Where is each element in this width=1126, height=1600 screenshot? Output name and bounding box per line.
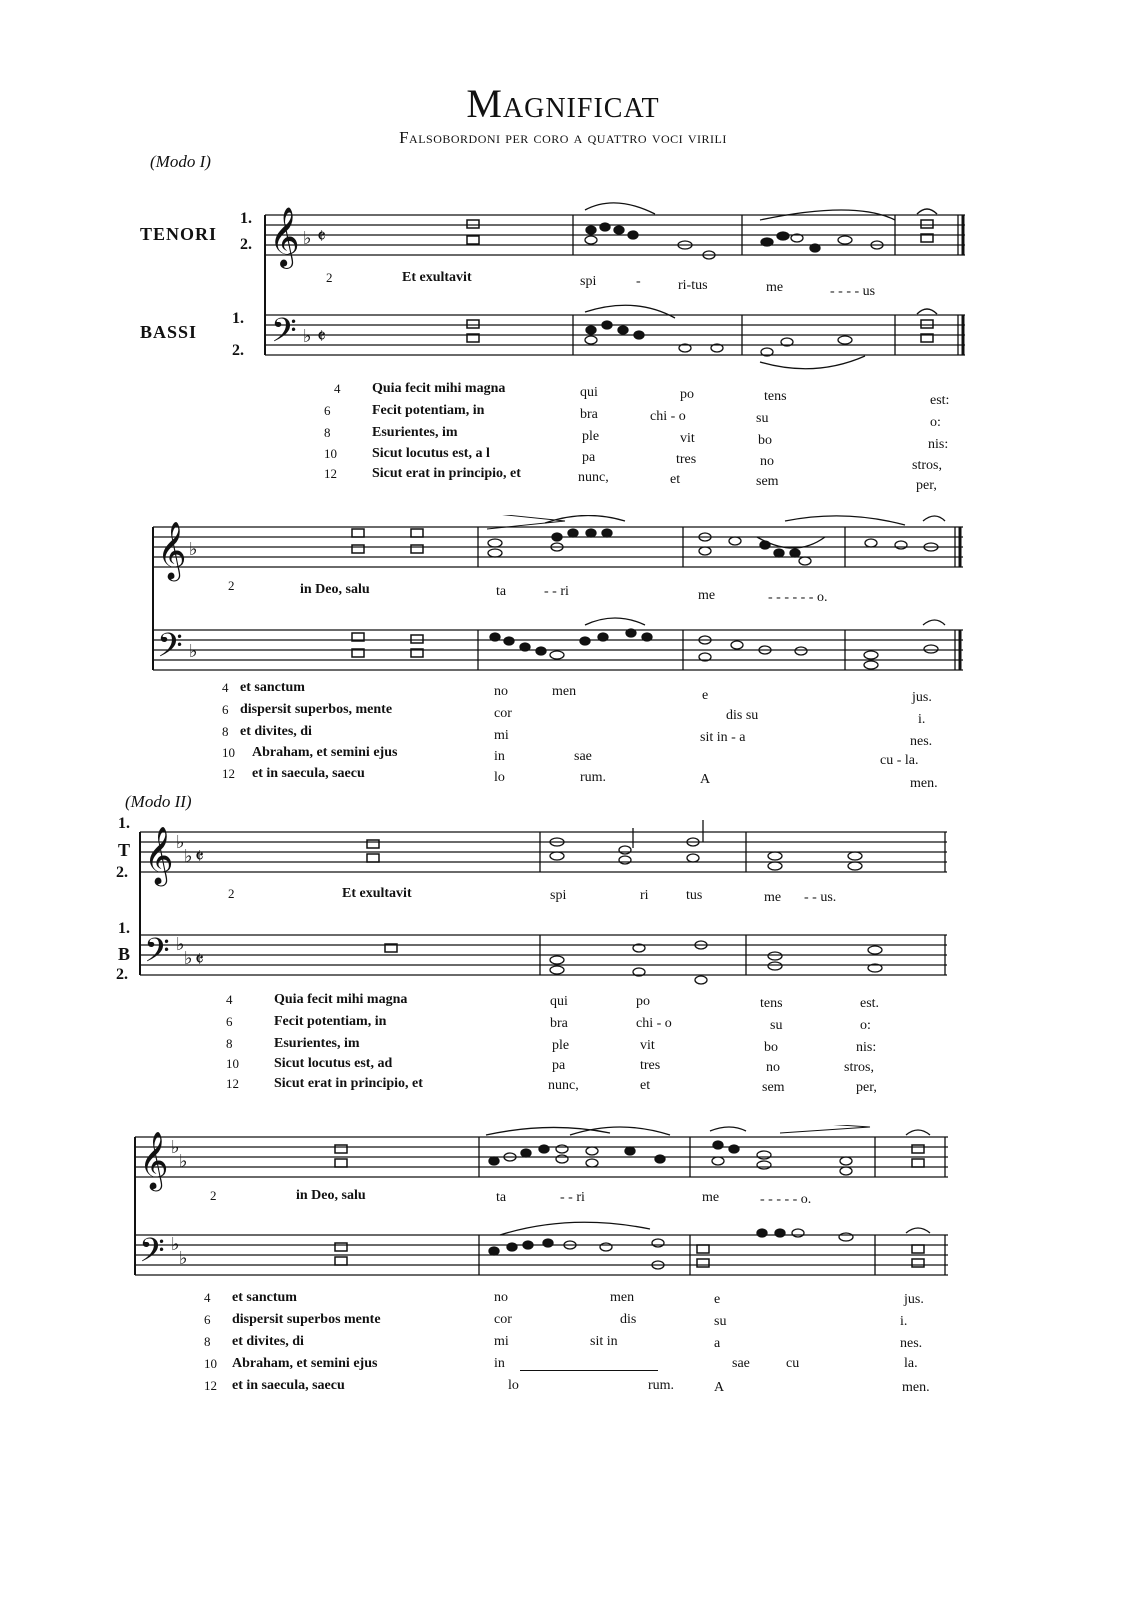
svg-text:♭: ♭ — [303, 326, 312, 346]
mode1-s1-lyric: - — [636, 274, 641, 289]
mode2-s1-lyric: spi — [550, 888, 567, 903]
verse-syllable: sem — [756, 474, 779, 489]
verse-number: 12 — [226, 1076, 239, 1091]
svg-text:𝄞: 𝄞 — [144, 826, 174, 884]
verse-syllable: no — [494, 1290, 508, 1305]
mode1-s2-lyric: - - - - - - o. — [768, 590, 828, 605]
verse-number: 12 — [204, 1378, 217, 1393]
verse-syllable: i. — [918, 712, 926, 727]
verse-syllable: in — [494, 749, 505, 764]
mode2-s1-lyric: Et exultavit — [342, 886, 412, 901]
verse-syllable: bo — [764, 1040, 778, 1055]
verse-number: 6 — [226, 1014, 233, 1029]
svg-text:♭: ♭ — [171, 1234, 180, 1254]
mode1-s1-lyric: me — [766, 280, 784, 295]
verse-text: Sicut locutus est, ad — [274, 1056, 393, 1071]
mode2-s2-verse-num: 2 — [210, 1188, 217, 1203]
mode2-s2-lyric: - - ri — [560, 1190, 585, 1205]
verse-syllable: bra — [580, 407, 598, 422]
mode1-s1-lyric: ri-tus — [678, 278, 708, 293]
verse-text: Sicut locutus est, a l — [372, 446, 490, 461]
verse-syllable: ple — [582, 429, 600, 444]
verse-syllable: no — [760, 454, 774, 469]
verse-syllable: la. — [904, 1356, 918, 1371]
verse-text: et in saecula, saecu — [232, 1378, 345, 1393]
verse-number: 4 — [334, 381, 341, 396]
mode2-bass-part2: 2. — [116, 966, 128, 983]
mode1-s1-lyric: - - - - us — [830, 284, 876, 299]
verse-syllable: sit in — [590, 1334, 618, 1349]
verse-text: Quia fecit mihi magna — [372, 381, 506, 396]
verse-syllable: per, — [856, 1080, 877, 1095]
verse-syllable: sae — [732, 1356, 750, 1371]
verse-syllable: o: — [860, 1018, 871, 1033]
verse-syllable: cor — [494, 1312, 512, 1327]
verse-syllable: stros, — [912, 458, 942, 473]
mode1-bassi-label: BASSI — [140, 322, 198, 342]
mode2-s1-lyric: ri — [640, 888, 649, 903]
verse-syllable: chi - o — [650, 409, 686, 424]
mode2-s1-lyric: me — [764, 890, 782, 905]
verse-syllable: rum. — [580, 770, 607, 785]
verse-syllable: a — [714, 1336, 721, 1351]
verse-syllable: mi — [494, 1334, 509, 1349]
verse-syllable: bo — [758, 433, 772, 448]
verse-syllable: pa — [582, 450, 596, 465]
mode1-s1-lyric: Et exultavit — [402, 270, 472, 285]
verse-syllable: vit — [640, 1038, 655, 1053]
page-subtitle: Falsobordoni per coro a quattro voci virili — [399, 128, 727, 147]
mode2-tenor-part2: 2. — [116, 864, 128, 881]
svg-text:𝄢: 𝄢 — [157, 627, 183, 673]
verse-number: 4 — [222, 680, 229, 695]
verse-number: 6 — [204, 1312, 211, 1327]
verse-syllable: cu - la. — [880, 753, 919, 768]
verse-text: et sanctum — [240, 680, 305, 695]
mode1-bass-part2: 2. — [232, 342, 244, 359]
mode1-tenori-label: TENORI — [140, 224, 218, 244]
mode2-s1-verse-num: 2 — [228, 886, 235, 901]
verse-syllable: o: — [930, 415, 941, 430]
mode2-s2-lyric: in Deo, salu — [296, 1188, 366, 1203]
mode2-s2-lyric: me — [702, 1190, 720, 1205]
verse-text: Fecit potentiam, in — [372, 403, 485, 418]
verse-syllable: vit — [680, 431, 695, 446]
mode1-s2-lyric: - - ri — [544, 584, 569, 599]
verse-syllable: lo — [494, 770, 505, 785]
verse-syllable: jus. — [912, 690, 932, 705]
verse-syllable: et — [640, 1078, 651, 1093]
verse-syllable: nunc, — [548, 1078, 579, 1093]
verse-number: 4 — [204, 1290, 211, 1305]
mode1-s2-lyric: ta — [496, 584, 507, 599]
mode2-tenor-label: T — [118, 840, 132, 860]
svg-text:𝄞: 𝄞 — [269, 207, 300, 267]
verse-number: 10 — [324, 446, 337, 461]
verse-syllable: rum. — [648, 1378, 675, 1393]
mode2-s2-lyric: ta — [496, 1190, 507, 1205]
mode2-s1-lyric: tus — [686, 888, 703, 903]
melisma-line — [520, 1370, 658, 1371]
svg-text:𝄵: 𝄵 — [195, 947, 204, 971]
svg-text:𝄢: 𝄢 — [139, 1232, 165, 1278]
mode1-s2-lyric: me — [698, 588, 716, 603]
verse-syllable: e — [702, 688, 709, 703]
mode1-tenor-part1: 1. — [240, 210, 252, 227]
verse-syllable: i. — [900, 1314, 908, 1329]
verse-number: 10 — [222, 745, 235, 760]
verse-syllable: A — [714, 1380, 725, 1395]
svg-text:𝄵: 𝄵 — [317, 324, 326, 348]
verse-number: 8 — [222, 724, 229, 739]
verse-number: 10 — [226, 1056, 239, 1071]
mode1-tenor-part2: 2. — [240, 236, 252, 253]
verse-syllable: sae — [574, 749, 592, 764]
mode2-system2-staff — [130, 1125, 955, 1290]
verse-syllable: men. — [910, 776, 938, 791]
svg-text:♭: ♭ — [176, 934, 185, 954]
mode1-s1-verse-num: 2 — [326, 270, 333, 285]
verse-syllable: nunc, — [578, 470, 609, 485]
verse-syllable: su — [714, 1314, 727, 1329]
verse-syllable: dis — [620, 1312, 637, 1327]
verse-syllable: tens — [760, 996, 783, 1011]
verse-number: 8 — [204, 1334, 211, 1349]
verse-syllable: per, — [916, 478, 937, 493]
svg-text:𝄢: 𝄢 — [271, 312, 297, 358]
verse-text: Esurientes, im — [274, 1036, 360, 1051]
svg-text:𝄢: 𝄢 — [144, 932, 170, 978]
verse-syllable: tres — [676, 452, 697, 467]
verse-number: 4 — [226, 992, 233, 1007]
svg-text:♭: ♭ — [179, 1248, 188, 1268]
mode2-label: (Modo II) — [125, 792, 192, 811]
mode1-label: (Modo I) — [150, 152, 211, 171]
svg-text:𝄵: 𝄵 — [317, 224, 326, 248]
mode1-bass-part1: 1. — [232, 310, 244, 327]
verse-syllable: nes. — [910, 734, 933, 749]
verse-syllable: e — [714, 1292, 721, 1307]
verse-text: Esurientes, im — [372, 425, 458, 440]
svg-text:♭: ♭ — [184, 846, 193, 866]
svg-text:♭: ♭ — [189, 539, 198, 559]
verse-text: et in saecula, saecu — [252, 766, 365, 781]
verse-syllable: pa — [552, 1058, 566, 1073]
verse-number: 8 — [226, 1036, 233, 1051]
verse-text: Sicut erat in principio, et — [372, 466, 521, 481]
verse-number: 12 — [324, 466, 337, 481]
verse-syllable: nes. — [900, 1336, 923, 1351]
verse-syllable: no — [766, 1060, 780, 1075]
verse-text: dispersit superbos mente — [232, 1312, 381, 1327]
verse-syllable: po — [680, 387, 694, 402]
mode1-s1-lyric: spi — [580, 274, 597, 289]
verse-syllable: mi — [494, 728, 509, 743]
verse-syllable: cu — [786, 1356, 800, 1371]
verse-syllable: po — [636, 994, 650, 1009]
verse-syllable: nis: — [928, 437, 949, 452]
svg-text:♭: ♭ — [184, 948, 193, 968]
mode1-system2-staff — [145, 515, 970, 685]
svg-text:𝄞: 𝄞 — [139, 1131, 169, 1189]
mode2-s2-lyric: - - - - - o. — [760, 1192, 812, 1207]
verse-syllable: sem — [762, 1080, 785, 1095]
verse-number: 6 — [222, 702, 229, 717]
verse-syllable: est: — [930, 393, 950, 408]
verse-syllable: tres — [640, 1058, 661, 1073]
verse-syllable: nis: — [856, 1040, 877, 1055]
verse-number: 8 — [324, 425, 331, 440]
verse-syllable: est. — [860, 996, 880, 1011]
verse-text: Abraham, et semini ejus — [252, 745, 398, 760]
verse-syllable: lo — [508, 1378, 519, 1393]
verse-number: 12 — [222, 766, 235, 781]
verse-text: Sicut erat in principio, et — [274, 1076, 423, 1091]
mode2-bass-part1: 1. — [118, 920, 130, 937]
verse-syllable: chi - o — [636, 1016, 672, 1031]
verse-syllable: dis su — [726, 708, 759, 723]
svg-text:♭: ♭ — [171, 1137, 180, 1157]
verse-syllable: et — [670, 472, 681, 487]
svg-text:𝄞: 𝄞 — [157, 521, 187, 579]
mode1-s2-lyric: in Deo, salu — [300, 582, 370, 597]
verse-text: et divites, di — [240, 724, 312, 739]
verse-syllable: ple — [552, 1038, 570, 1053]
svg-text:♭: ♭ — [179, 1151, 188, 1171]
verse-text: et sanctum — [232, 1290, 297, 1305]
verse-syllable: sit in - a — [700, 730, 746, 745]
verse-syllable: A — [700, 772, 711, 787]
mode2-tenor-part1: 1. — [118, 815, 130, 832]
verse-number: 10 — [204, 1356, 217, 1371]
verse-syllable: jus. — [904, 1292, 924, 1307]
verse-text: dispersit superbos, mente — [240, 702, 393, 717]
page-title: Magnificat — [466, 81, 660, 126]
verse-syllable: su — [770, 1018, 783, 1033]
verse-syllable: cor — [494, 706, 512, 721]
verse-syllable: qui — [550, 994, 568, 1009]
verse-number: 6 — [324, 403, 331, 418]
mode2-s1-lyric: - - us. — [804, 890, 837, 905]
verse-text: Fecit potentiam, in — [274, 1014, 387, 1029]
verse-syllable: stros, — [844, 1060, 874, 1075]
svg-text:♭: ♭ — [303, 228, 312, 248]
svg-text:𝄵: 𝄵 — [195, 844, 204, 868]
verse-syllable: men. — [902, 1380, 930, 1395]
verse-syllable: in — [494, 1356, 505, 1371]
verse-syllable: tens — [764, 389, 787, 404]
verse-syllable: qui — [580, 385, 598, 400]
mode1-s2-verse-num: 2 — [228, 578, 235, 593]
verse-text: et divites, di — [232, 1334, 304, 1349]
verse-text: Quia fecit mihi magna — [274, 992, 408, 1007]
verse-syllable: su — [756, 411, 769, 426]
verse-syllable: no — [494, 684, 508, 699]
verse-syllable: men — [552, 684, 577, 699]
verse-syllable: men — [610, 1290, 635, 1305]
verse-text: Abraham, et semini ejus — [232, 1356, 378, 1371]
verse-syllable: bra — [550, 1016, 568, 1031]
mode2-bass-label: B — [118, 944, 132, 964]
svg-text:♭: ♭ — [176, 832, 185, 852]
svg-text:♭: ♭ — [189, 641, 198, 661]
